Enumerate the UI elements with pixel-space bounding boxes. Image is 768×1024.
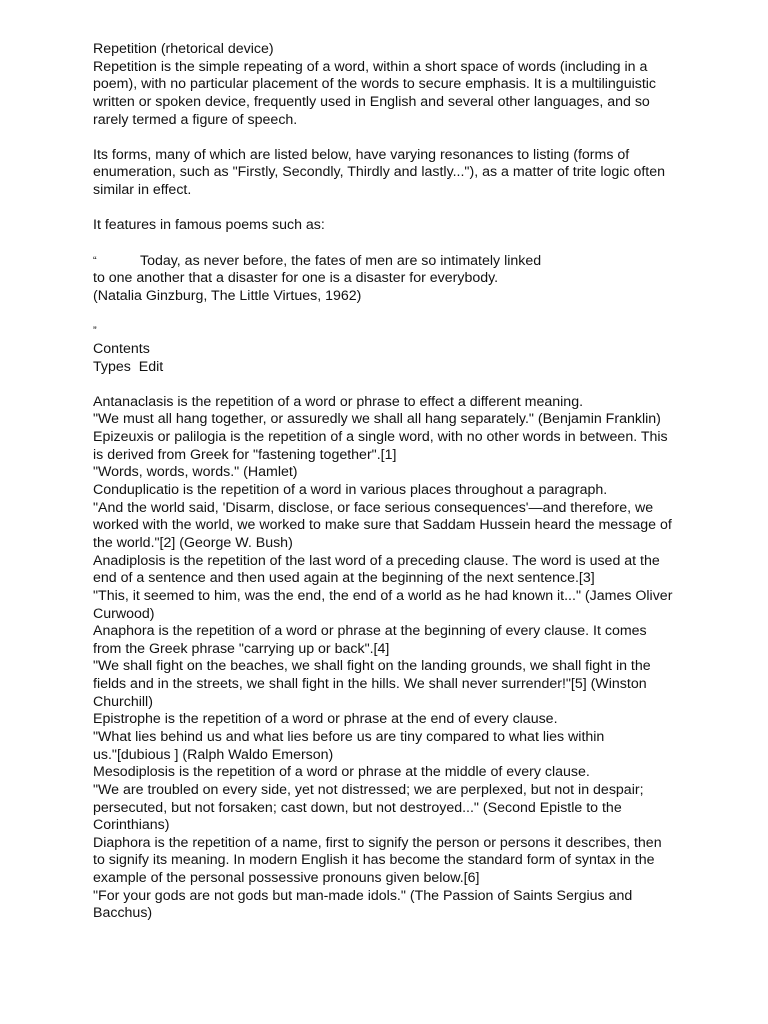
types-line: "Words, words, words." (Hamlet) (93, 464, 298, 481)
quote-close-line (93, 323, 753, 341)
types-line: Corinthians) (93, 817, 170, 834)
types-list (93, 394, 753, 923)
types-line: end of a sentence and then used again at the beginning of the next sentence.[3] (93, 570, 595, 587)
types-line: Anadiplosis is the repetition of the last word of a preceding clause. The word is used at the (93, 552, 660, 569)
types-line: Anaphora is the repetition of a word or phrase at the beginning of every clause. It comes (93, 623, 647, 640)
types-line: Epistrophe is the repetition of a word or phrase at the end of every clause. (93, 711, 558, 728)
types-line: worked with the world, we worked to make sure that Saddam Hussein heard the message of (93, 517, 672, 534)
types-line: Antanaclasis is the repetition of a word or phrase to effect a different meaning. (93, 393, 584, 410)
forms-paragraph (93, 147, 753, 200)
types-line: "We must all hang together, or assuredly we shall all hang separately." (Benjamin Franklin) (93, 411, 661, 428)
types-line: fields and in the streets, we shall fight in the hills. We shall never surrender!"[5] (Winston (93, 676, 647, 693)
types-line: the world."[2] (George W. Bush) (93, 534, 293, 551)
types-line: from the Greek phrase "carrying up or back".[4] (93, 640, 390, 657)
types-line: to signify its meaning. In modern English it has become the standard form of syntax in the (93, 852, 655, 869)
types-line: Epizeuxis or palilogia is the repetition of a single word, with no other words in between. This (93, 429, 668, 446)
paragraph-line: Its forms, many of which are listed below, have varying resonances to listing (forms of (93, 146, 630, 163)
paragraph-line: poem), with no particular placement of the words to secure emphasis. It is a multilinguistic (93, 76, 657, 93)
quote-attribution: (Natalia Ginzburg, The Little Virtues, 1962) (93, 287, 362, 304)
block-quote (93, 253, 753, 341)
types-line: persecuted, but not forsaken; cast down, but not destroyed..." (Second Epistle to the (93, 799, 622, 816)
document-page (93, 41, 753, 923)
types-line: Churchill) (93, 693, 153, 710)
types-line: "For your gods are not gods but man-made idols." (The Passion of Saints Sergius and (93, 887, 633, 904)
paragraph-line: written or spoken device, frequently used in English and several other languages, and so (93, 93, 650, 110)
types-line: is derived from Greek for "fastening together".[1] (93, 446, 397, 463)
quote-first-line (93, 253, 753, 271)
types-line: "And the world said, 'Disarm, disclose, or face serious consequences'—and therefore, we (93, 499, 654, 516)
features-paragraph: It features in famous poems such as: (93, 217, 325, 234)
types-line: Bacchus) (93, 905, 153, 922)
paragraph-line: rarely termed a figure of speech. (93, 111, 298, 128)
types-line: "What lies behind us and what lies before us are tiny compared to what lies within (93, 728, 605, 745)
quote-line: to one another that a disaster for one is a disaster for everybody. (93, 270, 499, 287)
quote-text: Today, as never before, the fates of men are so intimately linked (140, 252, 542, 269)
contents-heading: Contents (93, 340, 150, 357)
types-line: "This, it seemed to him, was the end, the end of a world as he had known it..." (James Oliver (93, 587, 673, 604)
types-line: Mesodiplosis is the repetition of a word or phrase at the middle of every clause. (93, 764, 590, 781)
paragraph-line: Repetition is the simple repeating of a word, within a short space of words (including in a (93, 58, 648, 75)
types-line: Diaphora is the repetition of a name, first to signify the person or persons it describes, then (93, 834, 662, 851)
paragraph-line: similar in effect. (93, 182, 192, 199)
types-line: us."[dubious ] (Ralph Waldo Emerson) (93, 746, 334, 763)
paragraph-line: enumeration, such as "Firstly, Secondly, Thirdly and lastly..."), as a matter of trite logic often (93, 164, 666, 181)
types-heading: Types Edit (93, 358, 164, 375)
types-line: example of the personal possessive pronouns given below.[6] (93, 870, 480, 887)
open-quote-mark: “ (93, 254, 97, 267)
close-quote-mark: ” (93, 325, 97, 338)
document-title: Repetition (rhetorical device) (93, 41, 274, 57)
types-line: Conduplicatio is the repetition of a word in various places throughout a paragraph. (93, 482, 608, 499)
intro-paragraph (93, 59, 753, 130)
types-line: "We are troubled on every side, yet not distressed; we are perplexed, but not in despair; (93, 781, 644, 798)
types-line: Curwood) (93, 605, 155, 622)
types-line: "We shall fight on the beaches, we shall fight on the landing grounds, we shall fight in the (93, 658, 651, 675)
